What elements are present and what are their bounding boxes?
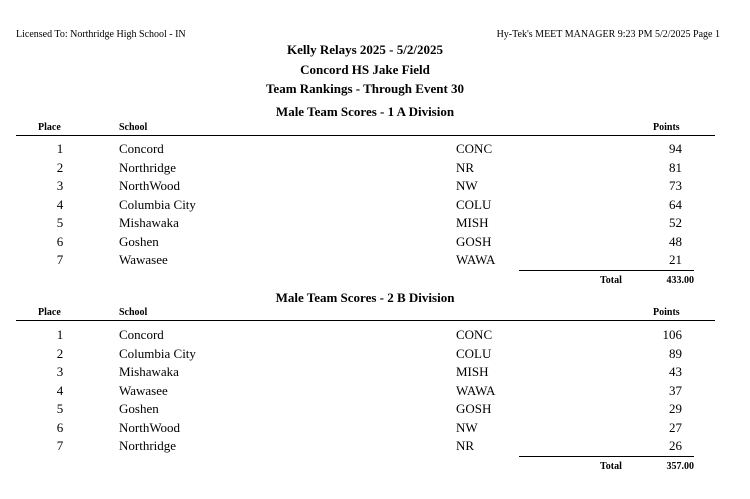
header-divider bbox=[16, 135, 715, 136]
school-cell: Concord bbox=[119, 327, 164, 342]
total-value: 357.00 bbox=[666, 461, 694, 472]
table-row bbox=[0, 234, 750, 252]
col-header-place: Place bbox=[38, 307, 61, 318]
points-cell: 52 bbox=[669, 215, 682, 230]
table-row bbox=[0, 160, 750, 178]
table-row bbox=[0, 364, 750, 382]
points-cell: 106 bbox=[662, 327, 682, 342]
table-row bbox=[0, 197, 750, 215]
school-cell: Northridge bbox=[119, 438, 177, 453]
school-cell: Mishawaka bbox=[119, 364, 179, 379]
place-cell: 7 bbox=[56, 438, 64, 453]
points-cell: 94 bbox=[669, 141, 682, 156]
table-row bbox=[0, 141, 750, 159]
table-row bbox=[0, 346, 750, 364]
place-cell: 2 bbox=[56, 160, 64, 175]
points-cell: 26 bbox=[669, 438, 682, 453]
code-cell: CONC bbox=[456, 141, 493, 156]
software-stamp: Hy-Tek's MEET MANAGER 9:23 PM 5/2/2025 Page 1 bbox=[496, 29, 720, 40]
license-text: Licensed To: Northridge High School - IN bbox=[16, 29, 186, 40]
school-cell: Columbia City bbox=[119, 197, 196, 212]
school-cell: Wawasee bbox=[119, 383, 168, 398]
total-divider bbox=[519, 270, 694, 271]
division-title: Male Team Scores - 1 A Division bbox=[275, 104, 455, 119]
table-row bbox=[0, 215, 750, 233]
school-cell: Concord bbox=[119, 141, 164, 156]
code-cell: NW bbox=[456, 178, 478, 193]
place-cell: 3 bbox=[56, 364, 64, 379]
col-header-points: Points bbox=[653, 307, 680, 318]
code-cell: NR bbox=[456, 160, 475, 175]
points-cell: 43 bbox=[669, 364, 682, 379]
school-cell: Columbia City bbox=[119, 346, 196, 361]
table-row bbox=[0, 383, 750, 401]
code-cell: GOSH bbox=[456, 401, 492, 416]
col-header-place: Place bbox=[38, 122, 61, 133]
place-cell: 7 bbox=[56, 252, 64, 267]
place-cell: 1 bbox=[56, 141, 64, 156]
school-cell: NorthWood bbox=[119, 178, 181, 193]
code-cell: NR bbox=[456, 438, 475, 453]
table-row bbox=[0, 252, 750, 270]
total-label: Total bbox=[600, 461, 622, 472]
place-cell: 4 bbox=[56, 383, 64, 398]
total-divider bbox=[519, 456, 694, 457]
school-cell: Mishawaka bbox=[119, 215, 179, 230]
points-cell: 89 bbox=[669, 346, 682, 361]
place-cell: 6 bbox=[56, 420, 64, 435]
table-row bbox=[0, 327, 750, 345]
place-cell: 1 bbox=[56, 327, 64, 342]
code-cell: WAWA bbox=[456, 252, 496, 267]
division-title: Male Team Scores - 2 B Division bbox=[275, 290, 455, 305]
school-cell: Goshen bbox=[119, 401, 159, 416]
report-title: Team Rankings - Through Event 30 bbox=[265, 81, 465, 96]
table-row bbox=[0, 178, 750, 196]
table-row bbox=[0, 401, 750, 419]
points-cell: 73 bbox=[669, 178, 682, 193]
code-cell: WAWA bbox=[456, 383, 496, 398]
code-cell: COLU bbox=[456, 346, 492, 361]
col-header-school: School bbox=[119, 307, 148, 318]
school-cell: NorthWood bbox=[119, 420, 181, 435]
meet-title: Kelly Relays 2025 - 5/2/2025 bbox=[287, 42, 443, 57]
header-divider bbox=[16, 320, 715, 321]
school-cell: Northridge bbox=[119, 160, 177, 175]
code-cell: CONC bbox=[456, 327, 493, 342]
points-cell: 48 bbox=[669, 234, 682, 249]
table-row bbox=[0, 438, 750, 456]
code-cell: MISH bbox=[456, 215, 489, 230]
total-value: 433.00 bbox=[666, 275, 694, 286]
school-cell: Goshen bbox=[119, 234, 159, 249]
points-cell: 81 bbox=[669, 160, 682, 175]
table-row bbox=[0, 420, 750, 438]
points-cell: 29 bbox=[669, 401, 682, 416]
code-cell: MISH bbox=[456, 364, 489, 379]
venue-title: Concord HS Jake Field bbox=[300, 62, 430, 77]
place-cell: 3 bbox=[56, 178, 64, 193]
place-cell: 6 bbox=[56, 234, 64, 249]
col-header-points: Points bbox=[653, 122, 680, 133]
col-header-school: School bbox=[119, 122, 148, 133]
code-cell: GOSH bbox=[456, 234, 492, 249]
place-cell: 5 bbox=[56, 401, 64, 416]
place-cell: 2 bbox=[56, 346, 64, 361]
code-cell: COLU bbox=[456, 197, 492, 212]
points-cell: 27 bbox=[669, 420, 682, 435]
place-cell: 5 bbox=[56, 215, 64, 230]
points-cell: 37 bbox=[669, 383, 682, 398]
total-label: Total bbox=[600, 275, 622, 286]
points-cell: 21 bbox=[669, 252, 682, 267]
place-cell: 4 bbox=[56, 197, 64, 212]
code-cell: NW bbox=[456, 420, 478, 435]
points-cell: 64 bbox=[669, 197, 682, 212]
school-cell: Wawasee bbox=[119, 252, 168, 267]
